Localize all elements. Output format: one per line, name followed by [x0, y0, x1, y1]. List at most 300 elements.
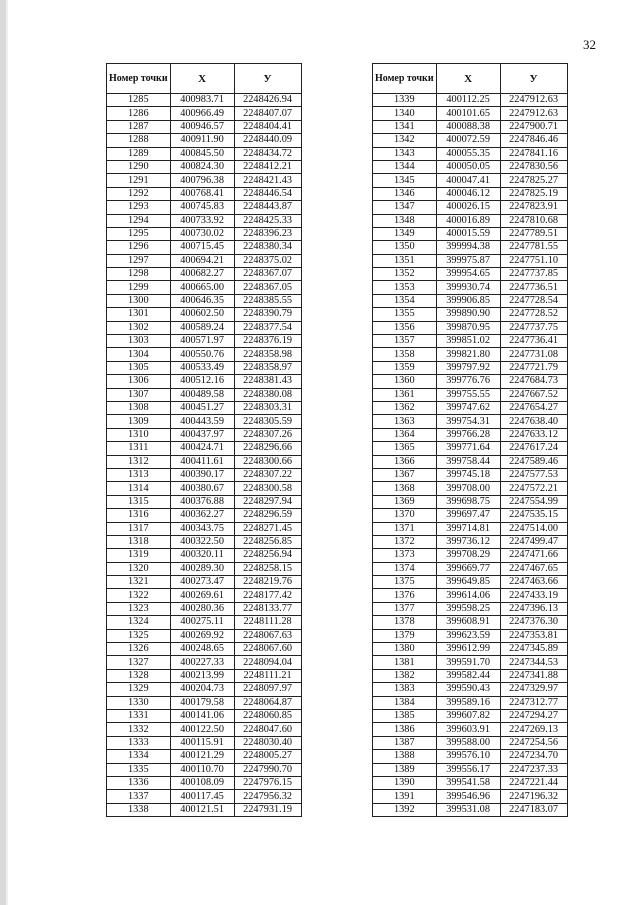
cell-point-number: 1324 [107, 616, 171, 629]
cell-y: 2248358.98 [234, 348, 301, 361]
cell-point-number: 1343 [373, 147, 437, 160]
table-row [107, 723, 302, 736]
table-row [373, 241, 568, 254]
cell-y: 2247312.77 [500, 696, 567, 709]
cell-x: 399708.00 [436, 482, 500, 495]
cell-point-number: 1345 [373, 174, 437, 187]
cell-x: 399588.00 [436, 736, 500, 749]
cell-y: 2248258.15 [234, 562, 301, 575]
cell-y: 2247823.91 [500, 201, 567, 214]
table-body-right [373, 94, 568, 817]
cell-x: 399766.28 [436, 428, 500, 441]
cell-point-number: 1332 [107, 723, 171, 736]
cell-x: 399776.76 [436, 375, 500, 388]
cell-y: 2247931.19 [234, 803, 301, 816]
table-row [373, 294, 568, 307]
cell-point-number: 1317 [107, 522, 171, 535]
cell-y: 2247728.54 [500, 294, 567, 307]
table-row [373, 268, 568, 281]
cell-point-number: 1354 [373, 294, 437, 307]
cell-x: 400115.91 [170, 736, 234, 749]
cell-y: 2247638.40 [500, 415, 567, 428]
cell-point-number: 1309 [107, 415, 171, 428]
cell-x: 399649.85 [436, 576, 500, 589]
cell-y: 2247728.52 [500, 308, 567, 321]
cell-point-number: 1362 [373, 401, 437, 414]
cell-x: 400269.61 [170, 589, 234, 602]
cell-y: 2248111.28 [234, 616, 301, 629]
cell-y: 2248421.43 [234, 174, 301, 187]
cell-x: 400101.65 [436, 107, 500, 120]
cell-point-number: 1319 [107, 549, 171, 562]
cell-point-number: 1390 [373, 776, 437, 789]
cell-point-number: 1307 [107, 388, 171, 401]
cell-x: 400512.16 [170, 375, 234, 388]
cell-y: 2247345.89 [500, 643, 567, 656]
cell-point-number: 1311 [107, 442, 171, 455]
cell-point-number: 1353 [373, 281, 437, 294]
cell-x: 399697.47 [436, 509, 500, 522]
table-row [373, 803, 568, 816]
cell-y: 2248376.19 [234, 335, 301, 348]
cell-point-number: 1384 [373, 696, 437, 709]
cell-point-number: 1383 [373, 683, 437, 696]
cell-x: 400121.29 [170, 750, 234, 763]
cell-y: 2248404.41 [234, 120, 301, 133]
table-row [107, 335, 302, 348]
cell-point-number: 1369 [373, 495, 437, 508]
cell-y: 2247577.53 [500, 468, 567, 481]
cell-x: 399975.87 [436, 254, 500, 267]
cell-y: 2248377.54 [234, 321, 301, 334]
cell-y: 2247846.46 [500, 134, 567, 147]
cell-x: 399623.59 [436, 629, 500, 642]
table-row [373, 696, 568, 709]
cell-y: 2247514.00 [500, 522, 567, 535]
cell-y: 2248307.22 [234, 468, 301, 481]
table-row [107, 201, 302, 214]
cell-x: 400966.49 [170, 107, 234, 120]
cell-y: 2247751.10 [500, 254, 567, 267]
table-row [107, 428, 302, 441]
cell-point-number: 1363 [373, 415, 437, 428]
table-row [107, 576, 302, 589]
table-row [107, 468, 302, 481]
cell-x: 399890.90 [436, 308, 500, 321]
table-row [373, 522, 568, 535]
cell-y: 2248407.07 [234, 107, 301, 120]
cell-x: 400533.49 [170, 361, 234, 374]
table-row [373, 281, 568, 294]
cell-y: 2247737.85 [500, 268, 567, 281]
coordinates-table-right [372, 63, 568, 817]
table-row [373, 509, 568, 522]
cell-x: 400983.71 [170, 94, 234, 107]
table-row [373, 750, 568, 763]
header-y: У [234, 64, 301, 94]
cell-point-number: 1333 [107, 736, 171, 749]
cell-y: 2247825.19 [500, 187, 567, 200]
cell-point-number: 1376 [373, 589, 437, 602]
cell-x: 400602.50 [170, 308, 234, 321]
cell-y: 2248060.85 [234, 709, 301, 722]
table-row [373, 482, 568, 495]
cell-y: 2248390.79 [234, 308, 301, 321]
cell-x: 400275.11 [170, 616, 234, 629]
cell-x: 400320.11 [170, 549, 234, 562]
cell-y: 2248094.04 [234, 656, 301, 669]
cell-point-number: 1338 [107, 803, 171, 816]
cell-y: 2248426.94 [234, 94, 301, 107]
table-body-left [107, 94, 302, 817]
cell-x: 400730.02 [170, 227, 234, 240]
table-row [373, 669, 568, 682]
cell-y: 2247721.79 [500, 361, 567, 374]
cell-x: 399591.70 [436, 656, 500, 669]
cell-x: 400824.30 [170, 160, 234, 173]
cell-point-number: 1331 [107, 709, 171, 722]
cell-x: 400016.89 [436, 214, 500, 227]
cell-y: 2248296.59 [234, 509, 301, 522]
cell-point-number: 1375 [373, 576, 437, 589]
cell-y: 2248380.34 [234, 241, 301, 254]
cell-point-number: 1349 [373, 227, 437, 240]
table-row [373, 348, 568, 361]
cell-y: 2247654.27 [500, 401, 567, 414]
table-row [107, 294, 302, 307]
cell-x: 400213.99 [170, 669, 234, 682]
table-row [373, 187, 568, 200]
cell-x: 399598.25 [436, 602, 500, 615]
table-row [373, 214, 568, 227]
cell-point-number: 1300 [107, 294, 171, 307]
cell-y: 2247254.56 [500, 736, 567, 749]
cell-x: 399930.74 [436, 281, 500, 294]
cell-y: 2248367.07 [234, 268, 301, 281]
cell-y: 2248030.40 [234, 736, 301, 749]
cell-point-number: 1370 [373, 509, 437, 522]
cell-point-number: 1298 [107, 268, 171, 281]
cell-y: 2247344.53 [500, 656, 567, 669]
cell-point-number: 1339 [373, 94, 437, 107]
cell-x: 399851.02 [436, 335, 500, 348]
table-row [373, 723, 568, 736]
table-row [107, 616, 302, 629]
cell-point-number: 1367 [373, 468, 437, 481]
cell-y: 2247781.55 [500, 241, 567, 254]
cell-x: 399589.16 [436, 696, 500, 709]
table-row [373, 736, 568, 749]
cell-x: 400050.05 [436, 160, 500, 173]
cell-y: 2247731.08 [500, 348, 567, 361]
table-row [373, 709, 568, 722]
cell-point-number: 1357 [373, 335, 437, 348]
cell-point-number: 1352 [373, 268, 437, 281]
cell-y: 2248177.42 [234, 589, 301, 602]
cell-point-number: 1389 [373, 763, 437, 776]
cell-x: 399708.29 [436, 549, 500, 562]
cell-y: 2248380.08 [234, 388, 301, 401]
cell-y: 2247736.41 [500, 335, 567, 348]
cell-x: 399754.31 [436, 415, 500, 428]
cell-x: 400322.50 [170, 535, 234, 548]
cell-point-number: 1391 [373, 790, 437, 803]
cell-point-number: 1328 [107, 669, 171, 682]
table-row [107, 790, 302, 803]
cell-y: 2248111.21 [234, 669, 301, 682]
table-row [373, 535, 568, 548]
table-row [107, 442, 302, 455]
table-row [107, 750, 302, 763]
table-row [107, 509, 302, 522]
cell-x: 400489.58 [170, 388, 234, 401]
cell-x: 400072.59 [436, 134, 500, 147]
table-row [107, 495, 302, 508]
cell-x: 400122.50 [170, 723, 234, 736]
table-row [107, 629, 302, 642]
cell-y: 2247810.68 [500, 214, 567, 227]
cell-y: 2247341.88 [500, 669, 567, 682]
cell-y: 2248381.43 [234, 375, 301, 388]
cell-point-number: 1302 [107, 321, 171, 334]
table-row [107, 107, 302, 120]
table-row [373, 134, 568, 147]
cell-point-number: 1355 [373, 308, 437, 321]
cell-y: 2248300.58 [234, 482, 301, 495]
cell-point-number: 1346 [373, 187, 437, 200]
table-row [107, 241, 302, 254]
table-row [373, 683, 568, 696]
cell-x: 400571.97 [170, 335, 234, 348]
cell-point-number: 1341 [373, 120, 437, 133]
cell-point-number: 1374 [373, 562, 437, 575]
cell-x: 399771.64 [436, 442, 500, 455]
cell-y: 2248443.87 [234, 201, 301, 214]
cell-point-number: 1361 [373, 388, 437, 401]
table-row [107, 120, 302, 133]
cell-point-number: 1325 [107, 629, 171, 642]
cell-x: 400269.92 [170, 629, 234, 642]
table-row [373, 107, 568, 120]
cell-x: 400694.21 [170, 254, 234, 267]
cell-point-number: 1322 [107, 589, 171, 602]
cell-point-number: 1340 [373, 107, 437, 120]
cell-y: 2248303.31 [234, 401, 301, 414]
table-row [373, 335, 568, 348]
table-row [107, 281, 302, 294]
cell-point-number: 1287 [107, 120, 171, 133]
table-row [107, 174, 302, 187]
cell-point-number: 1290 [107, 160, 171, 173]
cell-x: 399736.12 [436, 535, 500, 548]
cell-point-number: 1387 [373, 736, 437, 749]
cell-point-number: 1285 [107, 94, 171, 107]
table-row [107, 709, 302, 722]
cell-y: 2247376.30 [500, 616, 567, 629]
cell-y: 2247617.24 [500, 442, 567, 455]
cell-x: 400424.71 [170, 442, 234, 455]
cell-x: 400768.41 [170, 187, 234, 200]
cell-x: 400015.59 [436, 227, 500, 240]
cell-y: 2248047.60 [234, 723, 301, 736]
cell-y: 2247667.52 [500, 388, 567, 401]
cell-x: 399607.82 [436, 709, 500, 722]
cell-y: 2248412.21 [234, 160, 301, 173]
cell-x: 399608.91 [436, 616, 500, 629]
cell-y: 2247554.99 [500, 495, 567, 508]
cell-x: 400121.51 [170, 803, 234, 816]
cell-point-number: 1316 [107, 509, 171, 522]
table-row [107, 696, 302, 709]
table-row [107, 736, 302, 749]
cell-point-number: 1377 [373, 602, 437, 615]
table-row [373, 361, 568, 374]
cell-x: 399590.43 [436, 683, 500, 696]
table-row [107, 187, 302, 200]
cell-point-number: 1297 [107, 254, 171, 267]
table-row [107, 562, 302, 575]
cell-x: 400380.67 [170, 482, 234, 495]
cell-x: 399797.92 [436, 361, 500, 374]
table-row [373, 763, 568, 776]
cell-x: 399745.18 [436, 468, 500, 481]
cell-point-number: 1314 [107, 482, 171, 495]
cell-y: 2247825.27 [500, 174, 567, 187]
cell-point-number: 1318 [107, 535, 171, 548]
cell-x: 400117.45 [170, 790, 234, 803]
cell-y: 2247736.51 [500, 281, 567, 294]
cell-y: 2247467.65 [500, 562, 567, 575]
cell-point-number: 1320 [107, 562, 171, 575]
table-row [107, 375, 302, 388]
cell-point-number: 1379 [373, 629, 437, 642]
cell-x: 399994.38 [436, 241, 500, 254]
cell-point-number: 1337 [107, 790, 171, 803]
cell-point-number: 1323 [107, 602, 171, 615]
cell-x: 400376.88 [170, 495, 234, 508]
cell-point-number: 1295 [107, 227, 171, 240]
cell-y: 2247912.63 [500, 94, 567, 107]
cell-point-number: 1386 [373, 723, 437, 736]
cell-x: 399755.55 [436, 388, 500, 401]
table-row [373, 442, 568, 455]
cell-point-number: 1351 [373, 254, 437, 267]
cell-point-number: 1286 [107, 107, 171, 120]
table-row [373, 94, 568, 107]
cell-y: 2248067.63 [234, 629, 301, 642]
cell-x: 399614.06 [436, 589, 500, 602]
cell-x: 400443.59 [170, 415, 234, 428]
cell-x: 400227.33 [170, 656, 234, 669]
cell-x: 399714.81 [436, 522, 500, 535]
cell-y: 2247234.70 [500, 750, 567, 763]
cell-point-number: 1360 [373, 375, 437, 388]
cell-x: 400141.06 [170, 709, 234, 722]
cell-y: 2247269.13 [500, 723, 567, 736]
cell-y: 2248367.05 [234, 281, 301, 294]
cell-point-number: 1347 [373, 201, 437, 214]
table-row [373, 455, 568, 468]
cell-y: 2247684.73 [500, 375, 567, 388]
cell-y: 2247633.12 [500, 428, 567, 441]
cell-x: 400248.65 [170, 643, 234, 656]
cell-point-number: 1327 [107, 656, 171, 669]
table-row [107, 415, 302, 428]
cell-y: 2248256.94 [234, 549, 301, 562]
cell-x: 399556.17 [436, 763, 500, 776]
cell-point-number: 1291 [107, 174, 171, 187]
table-row [373, 201, 568, 214]
cell-y: 2248297.94 [234, 495, 301, 508]
table-row [373, 495, 568, 508]
cell-y: 2248271.45 [234, 522, 301, 535]
table-row [107, 763, 302, 776]
table-row [107, 535, 302, 548]
cell-x: 399669.77 [436, 562, 500, 575]
table-row [373, 160, 568, 173]
cell-point-number: 1293 [107, 201, 171, 214]
table-row [373, 602, 568, 615]
cell-x: 400204.73 [170, 683, 234, 696]
cell-x: 400911.90 [170, 134, 234, 147]
table-row [373, 576, 568, 589]
cell-x: 399954.65 [436, 268, 500, 281]
cell-point-number: 1373 [373, 549, 437, 562]
cell-y: 2248064.87 [234, 696, 301, 709]
cell-point-number: 1313 [107, 468, 171, 481]
cell-y: 2248358.97 [234, 361, 301, 374]
table-row [107, 214, 302, 227]
cell-y: 2248440.09 [234, 134, 301, 147]
cell-x: 400362.27 [170, 509, 234, 522]
cell-point-number: 1368 [373, 482, 437, 495]
cell-y: 2247294.27 [500, 709, 567, 722]
cell-x: 399582.44 [436, 669, 500, 682]
table-row [373, 790, 568, 803]
table-row [373, 589, 568, 602]
table-row [373, 656, 568, 669]
table-row [107, 361, 302, 374]
table-row [373, 629, 568, 642]
table-row [373, 388, 568, 401]
cell-y: 2248375.02 [234, 254, 301, 267]
cell-x: 400451.27 [170, 401, 234, 414]
cell-x: 399603.91 [436, 723, 500, 736]
table-row [107, 401, 302, 414]
cell-point-number: 1382 [373, 669, 437, 682]
cell-x: 399870.95 [436, 321, 500, 334]
cell-x: 399541.58 [436, 776, 500, 789]
cell-x: 400055.35 [436, 147, 500, 160]
cell-x: 399747.62 [436, 401, 500, 414]
cell-x: 400110.70 [170, 763, 234, 776]
table-row [107, 482, 302, 495]
cell-x: 400179.58 [170, 696, 234, 709]
cell-y: 2248425.33 [234, 214, 301, 227]
cell-x: 399758.44 [436, 455, 500, 468]
cell-x: 399612.99 [436, 643, 500, 656]
header-x: X [436, 64, 500, 94]
cell-point-number: 1330 [107, 696, 171, 709]
table-row [373, 321, 568, 334]
cell-point-number: 1304 [107, 348, 171, 361]
cell-x: 400411.61 [170, 455, 234, 468]
cell-y: 2247353.81 [500, 629, 567, 642]
cell-y: 2247221.44 [500, 776, 567, 789]
table-row [373, 308, 568, 321]
cell-point-number: 1381 [373, 656, 437, 669]
cell-point-number: 1301 [107, 308, 171, 321]
